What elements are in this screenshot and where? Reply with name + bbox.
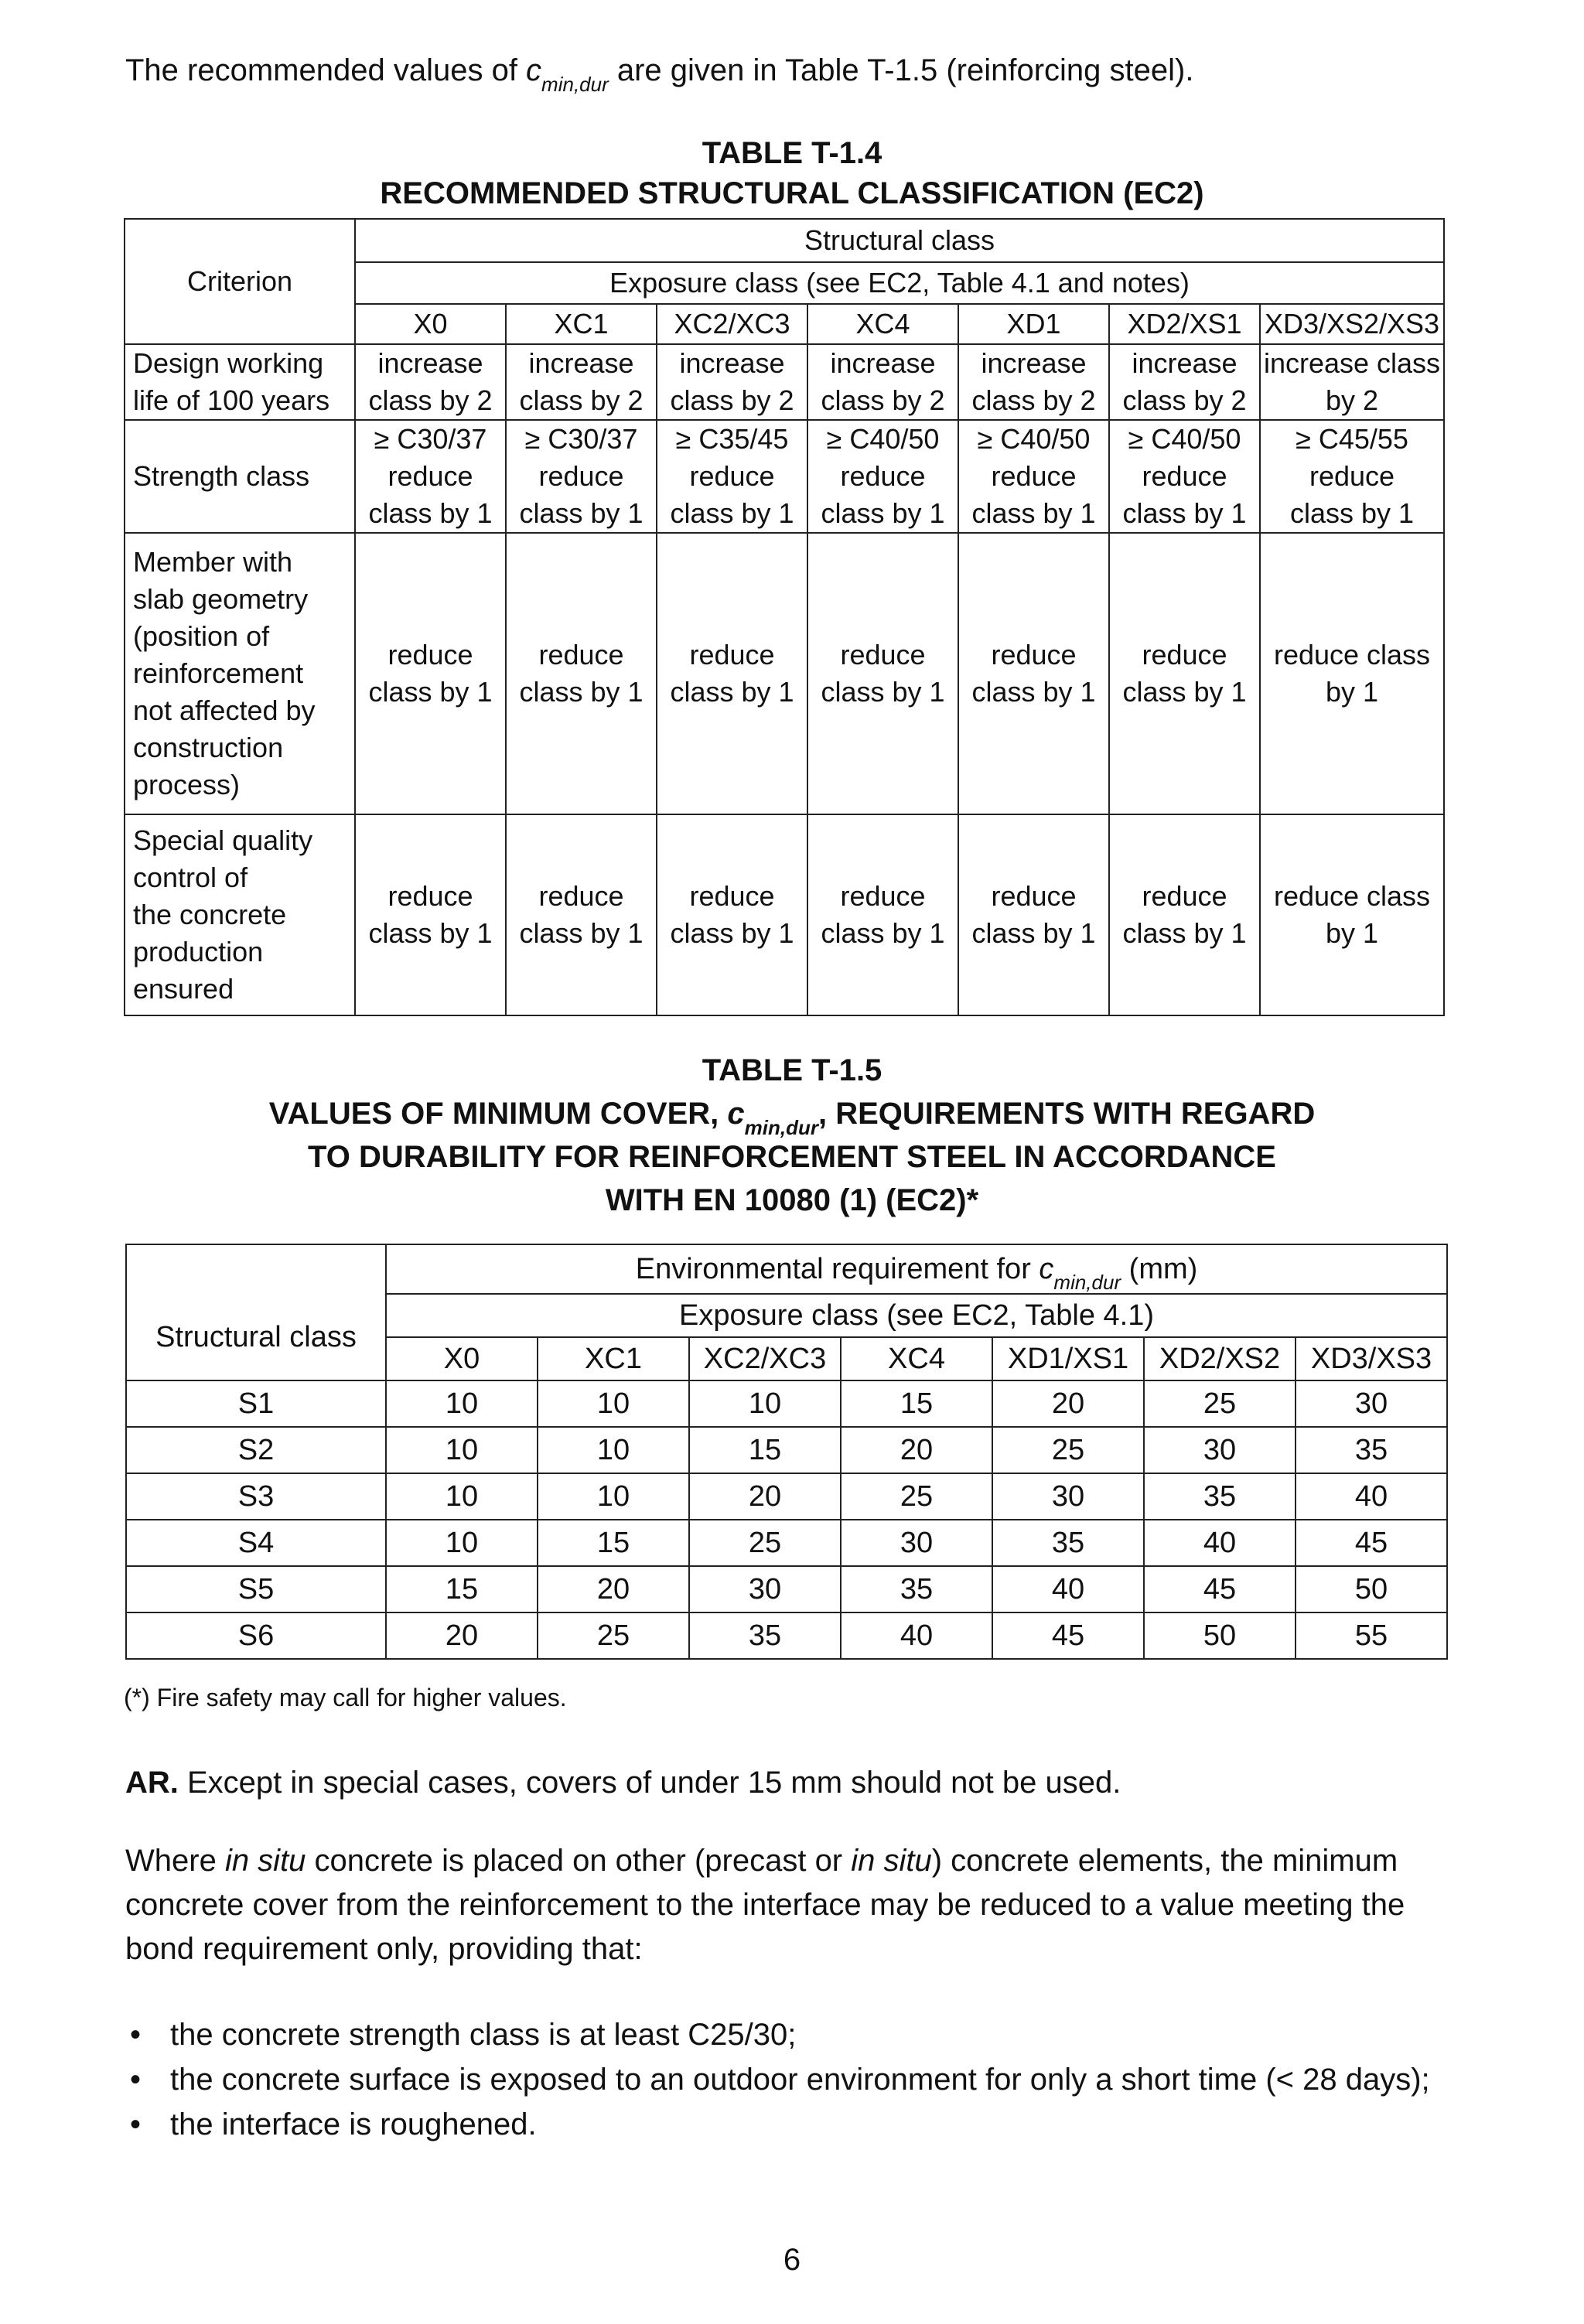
where-paragraph (125, 1839, 1456, 1971)
table14-cell-line: by 1 (1325, 676, 1379, 708)
env-header-symbol: c (1039, 1253, 1054, 1285)
table14-cell-line: class by 1 (519, 676, 644, 708)
table14-cell (506, 533, 657, 814)
table14-cell-line: reduce (991, 460, 1077, 492)
criterion-label-line: production (133, 936, 264, 967)
table14-cell-line: class by 1 (971, 497, 1096, 529)
criterion-label-line: Strength class (133, 460, 310, 492)
criterion-label-line: control of (133, 862, 248, 893)
table14-cell-line: ≥ C40/50 (977, 423, 1091, 455)
ar-paragraph (125, 1760, 1121, 1805)
table15-row (126, 1520, 1447, 1566)
list-item (125, 2012, 1430, 2057)
table14-cell-line: class by 1 (1122, 497, 1247, 529)
table14-cell-line: class by 1 (971, 676, 1096, 708)
table15-row (126, 1427, 1447, 1473)
table14-cell (355, 814, 506, 1015)
list-item (125, 2057, 1430, 2102)
where-italic-1: in situ (224, 1844, 306, 1878)
table14-cell-line: reduce (689, 880, 775, 912)
table15-value-cell: 10 (386, 1380, 538, 1427)
intro-text-before: The recommended values of (125, 53, 527, 87)
table15-value-cell: 10 (538, 1380, 689, 1427)
criterion-label-line: (position of (133, 620, 270, 652)
table15-value-cell: 20 (841, 1427, 992, 1473)
table14-cell (1260, 814, 1444, 1015)
table14-cell (958, 420, 1109, 533)
intro-symbol: c (526, 53, 542, 87)
table15-row (126, 1473, 1447, 1520)
table14-title: RECOMMENDED STRUCTURAL CLASSIFICATION (EC2) (380, 176, 1204, 210)
table14-cell (807, 814, 958, 1015)
table14-cell (1109, 344, 1260, 420)
table14-cell-line: class by 1 (971, 917, 1096, 949)
table15-value-cell: 35 (1296, 1427, 1447, 1473)
table15-value-cell: 20 (386, 1612, 538, 1659)
table15-value-cell: 10 (386, 1473, 538, 1520)
table14-cell-line: class by 1 (1122, 676, 1247, 708)
table15-value-cell: 10 (689, 1380, 841, 1427)
table14-cell-line: ≥ C30/37 (374, 423, 487, 455)
table15-column-header: XC2/XC3 (689, 1337, 841, 1380)
table-t14 (124, 218, 1445, 1016)
criterion-label-line: reinforcement (133, 657, 304, 689)
table15-value-cell: 50 (1144, 1612, 1296, 1659)
table15-column-header: XD1/XS1 (992, 1337, 1144, 1380)
table14-column-header: XC1 (506, 304, 657, 344)
table14-criterion-cell (125, 814, 355, 1015)
table15-value-cell: 35 (841, 1566, 992, 1612)
table14-cell-line: increase (679, 347, 785, 379)
table15-value-cell: 15 (386, 1566, 538, 1612)
table14-cell (355, 420, 506, 533)
table14-cell (1260, 344, 1444, 420)
table15-row (126, 1380, 1447, 1427)
list-item-text: the concrete surface is exposed to an outdoor environment for only a short time (< 28 days); (170, 2063, 1430, 2097)
table15-value-cell: 10 (386, 1520, 538, 1566)
table15-structural-class-cell: S6 (126, 1612, 386, 1659)
table15-value-cell: 20 (538, 1566, 689, 1612)
table14-cell-line: class by 1 (670, 497, 794, 529)
list-item (125, 2102, 1430, 2147)
table14-cell-line: ≥ C45/55 (1296, 423, 1408, 455)
table14-cell-line: reduce (991, 880, 1077, 912)
criterion-label-line: not affected by (133, 694, 316, 726)
table14-cell-line: reduce (991, 639, 1077, 671)
where-text-2: concrete is placed on other (precast or (306, 1844, 852, 1878)
table14-cell-line: reduce (1142, 639, 1227, 671)
env-header-symbol-subscript: min,dur (1053, 1271, 1121, 1294)
table15-column-header: XC4 (841, 1337, 992, 1380)
table14-cell-line: by 1 (1325, 917, 1379, 949)
intro-symbol-subscript: min,dur (541, 73, 609, 96)
table15-title-number: TABLE T-1.5 (702, 1053, 882, 1087)
table14-row (125, 533, 1444, 814)
table14-cell (1260, 533, 1444, 814)
footnote: (*) Fire safety may call for higher values. (124, 1684, 567, 1711)
table14-cell-line: class by 2 (368, 384, 493, 416)
table14-cell-line: reduce (1309, 460, 1395, 492)
table14-cell (657, 420, 807, 533)
intro-paragraph (125, 48, 1194, 96)
where-italic-2: in situ (851, 1844, 932, 1878)
table14-cell-line: reduce (538, 460, 624, 492)
table14-column-header: XD3/XS2/XS3 (1260, 304, 1444, 344)
table14-cell (958, 814, 1109, 1015)
table15-value-cell: 45 (1296, 1520, 1447, 1566)
table15-column-header: XC1 (538, 1337, 689, 1380)
criterion-label-line: slab geometry (133, 583, 309, 615)
criterion-label-line: Member with (133, 546, 293, 578)
where-text-1: Where (125, 1844, 225, 1878)
table-t15 (125, 1244, 1448, 1660)
table15-value-cell: 25 (841, 1473, 992, 1520)
table14-cell-line: class by 2 (519, 384, 644, 416)
table14-cell-line: increase (528, 347, 634, 379)
table15-value-cell: 35 (1144, 1473, 1296, 1520)
table15-title-symbol: c (727, 1097, 745, 1131)
table14-cell-line: reduce (689, 639, 775, 671)
table14-column-header: X0 (355, 304, 506, 344)
table14-cell-line: reduce (387, 639, 473, 671)
table15-value-cell: 40 (1144, 1520, 1296, 1566)
table15-value-cell: 30 (1144, 1427, 1296, 1473)
table14-cell-line: reduce (538, 880, 624, 912)
table15-value-cell: 15 (689, 1427, 841, 1473)
table14-cell-line: class by 2 (821, 384, 945, 416)
intro-text-after: are given in Table T-1.5 (reinforcing steel). (608, 53, 1194, 87)
table15-title-text: VALUES OF MINIMUM COVER, (268, 1097, 728, 1131)
ar-label: AR. (125, 1766, 179, 1800)
table15-value-cell: 50 (1296, 1566, 1447, 1612)
table14-cell-line: ≥ C40/50 (1128, 423, 1241, 455)
table14-cell-line: class by 2 (971, 384, 1096, 416)
criterion-label-line: ensured (133, 973, 234, 1005)
table15-value-cell: 25 (1144, 1380, 1296, 1427)
table14-cell (657, 533, 807, 814)
table15-value-cell: 20 (992, 1380, 1144, 1427)
table15-value-cell: 30 (841, 1520, 992, 1566)
table15-title-line4: WITH EN 10080 (1) (EC2)* (605, 1183, 979, 1217)
bullet-icon: • (130, 2063, 142, 2097)
table14-cell-line: reduce (387, 460, 473, 492)
table14-cell-line: reduce (1142, 460, 1227, 492)
table14-cell (657, 344, 807, 420)
table14-cell (958, 344, 1109, 420)
table14-cell-line: reduce (1142, 880, 1227, 912)
bullet-icon: • (130, 2018, 142, 2052)
table14-cell (1109, 420, 1260, 533)
list-item-text: the interface is roughened. (170, 2107, 537, 2141)
env-header-unit: (mm) (1121, 1253, 1198, 1285)
table14-cell-line: class by 1 (821, 497, 945, 529)
table14-criterion-header: Criterion (125, 219, 355, 344)
table14-column-header: XC4 (807, 304, 958, 344)
criterion-label-line: construction (133, 732, 284, 763)
table14-cell-line: class by 1 (368, 497, 493, 529)
table14-column-header: XC2/XC3 (657, 304, 807, 344)
where-text-3: ) concrete elements, the minimum concrete cover from the reinforcement to the interface may be reduced to a value meeting the bond requirement only, providing that: (125, 1844, 1405, 1966)
table14-cell-line: increase class (1263, 347, 1441, 379)
table14-cell (506, 814, 657, 1015)
table15-value-cell: 30 (992, 1473, 1144, 1520)
table15-value-cell: 25 (689, 1520, 841, 1566)
table15-value-cell: 20 (689, 1473, 841, 1520)
table14-cell-line: class by 1 (368, 676, 493, 708)
table14-cell-line: class by 1 (821, 917, 945, 949)
table14-cell-line: class by 1 (670, 676, 794, 708)
table14-criterion-cell (125, 420, 355, 533)
table15-exposure-header: Exposure class (see EC2, Table 4.1) (386, 1294, 1447, 1337)
table14-cell-line: by 2 (1325, 384, 1379, 416)
table14-title-number: TABLE T-1.4 (702, 136, 882, 170)
table15-column-header: XD3/XS3 (1296, 1337, 1447, 1380)
table15-env-header (386, 1244, 1447, 1294)
table15-value-cell: 25 (538, 1612, 689, 1659)
table14-criterion-cell (125, 533, 355, 814)
table15-column-header: X0 (386, 1337, 538, 1380)
table15-title-line3: TO DURABILITY FOR REINFORCEMENT STEEL IN ACCORDANCE (308, 1140, 1276, 1174)
env-header-text: Environmental requirement for (635, 1253, 1040, 1285)
table14-row (125, 814, 1444, 1015)
table14-cell-line: reduce (689, 460, 775, 492)
table15-value-cell: 25 (992, 1427, 1144, 1473)
table14-cell-line: ≥ C30/37 (524, 423, 638, 455)
table14-row (125, 344, 1444, 420)
table14-cell-line: reduce class (1273, 639, 1431, 671)
table15-value-cell: 30 (689, 1566, 841, 1612)
table14-cell-line: class by 1 (1289, 497, 1415, 529)
table14-cell-line: ≥ C35/45 (675, 423, 789, 455)
table14-criterion-cell (125, 344, 355, 420)
table15-structural-class-header: Structural class (126, 1294, 386, 1380)
ar-text: Except in special cases, covers of under 15 mm should not be used. (178, 1766, 1121, 1800)
table15-value-cell: 40 (841, 1612, 992, 1659)
table14-cell-line: increase (377, 347, 483, 379)
table14-cell-line: class by 2 (670, 384, 794, 416)
page-number: 6 (783, 2243, 801, 2277)
table15-structural-class-cell: S3 (126, 1473, 386, 1520)
table15-value-cell: 55 (1296, 1612, 1447, 1659)
table14-cell (355, 533, 506, 814)
table15-row (126, 1566, 1447, 1612)
table14-cell (807, 420, 958, 533)
table14-cell (1109, 814, 1260, 1015)
table14-cell-line: increase (1132, 347, 1238, 379)
table14-column-header: XD1 (958, 304, 1109, 344)
bullet-icon: • (130, 2107, 142, 2141)
table15-row (126, 1612, 1447, 1659)
table15-value-cell: 45 (1144, 1566, 1296, 1612)
table14-cell-line: reduce (538, 639, 624, 671)
table15-value-cell: 40 (1296, 1473, 1447, 1520)
criterion-label-line: the concrete (133, 899, 287, 930)
table14-cell (506, 420, 657, 533)
table14-cell-line: ≥ C40/50 (826, 423, 940, 455)
table14-cell (506, 344, 657, 420)
table15-value-cell: 10 (386, 1427, 538, 1473)
table14-cell (807, 344, 958, 420)
table14-row (125, 420, 1444, 533)
table15-value-cell: 15 (841, 1380, 992, 1427)
table15-value-cell: 40 (992, 1566, 1144, 1612)
table14-cell-line: reduce class (1273, 880, 1431, 912)
table15-structural-class-cell: S4 (126, 1520, 386, 1566)
table14-cell (1260, 420, 1444, 533)
criterion-label-line: process) (133, 769, 241, 800)
table15-blank-corner (126, 1244, 386, 1294)
table14-column-header: XD2/XS1 (1109, 304, 1260, 344)
table15-structural-class-cell: S5 (126, 1566, 386, 1612)
table14-cell-line: class by 1 (368, 917, 493, 949)
table14-cell-line: class by 1 (821, 676, 945, 708)
criterion-label-line: life of 100 years (133, 384, 330, 416)
table14-structural-class-header: Structural class (355, 219, 1444, 262)
table14-cell-line: increase (981, 347, 1087, 379)
table15-structural-class-cell: S2 (126, 1427, 386, 1473)
table14-cell (657, 814, 807, 1015)
table14-cell-line: class by 1 (670, 917, 794, 949)
criterion-label-line: Special quality (133, 824, 313, 856)
table14-cell-line: class by 1 (1122, 917, 1247, 949)
table15-value-cell: 45 (992, 1612, 1144, 1659)
table15-title-symbol-subscript: min,dur (744, 1116, 818, 1139)
table14-cell-line: reduce (840, 880, 926, 912)
table15-structural-class-cell: S1 (126, 1380, 386, 1427)
table14-cell-line: class by 1 (519, 917, 644, 949)
table15-value-cell: 15 (538, 1520, 689, 1566)
table15-value-cell: 10 (538, 1473, 689, 1520)
table15-value-cell: 35 (992, 1520, 1144, 1566)
table14-cell-line: reduce (840, 639, 926, 671)
table15-value-cell: 35 (689, 1612, 841, 1659)
table15-title-line2 (0, 1092, 1584, 1139)
table14-cell-line: reduce (840, 460, 926, 492)
table14-cell-line: reduce (387, 880, 473, 912)
table14-cell (355, 344, 506, 420)
table15-title-text-end: , REQUIREMENTS WITH REGARD (818, 1097, 1316, 1131)
list-item-text: the concrete strength class is at least C25/30; (170, 2018, 797, 2052)
table14-exposure-header: Exposure class (see EC2, Table 4.1 and notes) (355, 262, 1444, 304)
table15-value-cell: 30 (1296, 1380, 1447, 1427)
table14-cell (807, 533, 958, 814)
table14-cell (958, 533, 1109, 814)
table14-cell (1109, 533, 1260, 814)
table15-column-header: XD2/XS2 (1144, 1337, 1296, 1380)
table14-cell-line: increase (830, 347, 936, 379)
criterion-label-line: Design working (133, 347, 324, 379)
table14-cell-line: class by 2 (1122, 384, 1247, 416)
table14-cell-line: class by 1 (519, 497, 644, 529)
table15-value-cell: 10 (538, 1427, 689, 1473)
conditions-list (125, 2012, 1430, 2147)
